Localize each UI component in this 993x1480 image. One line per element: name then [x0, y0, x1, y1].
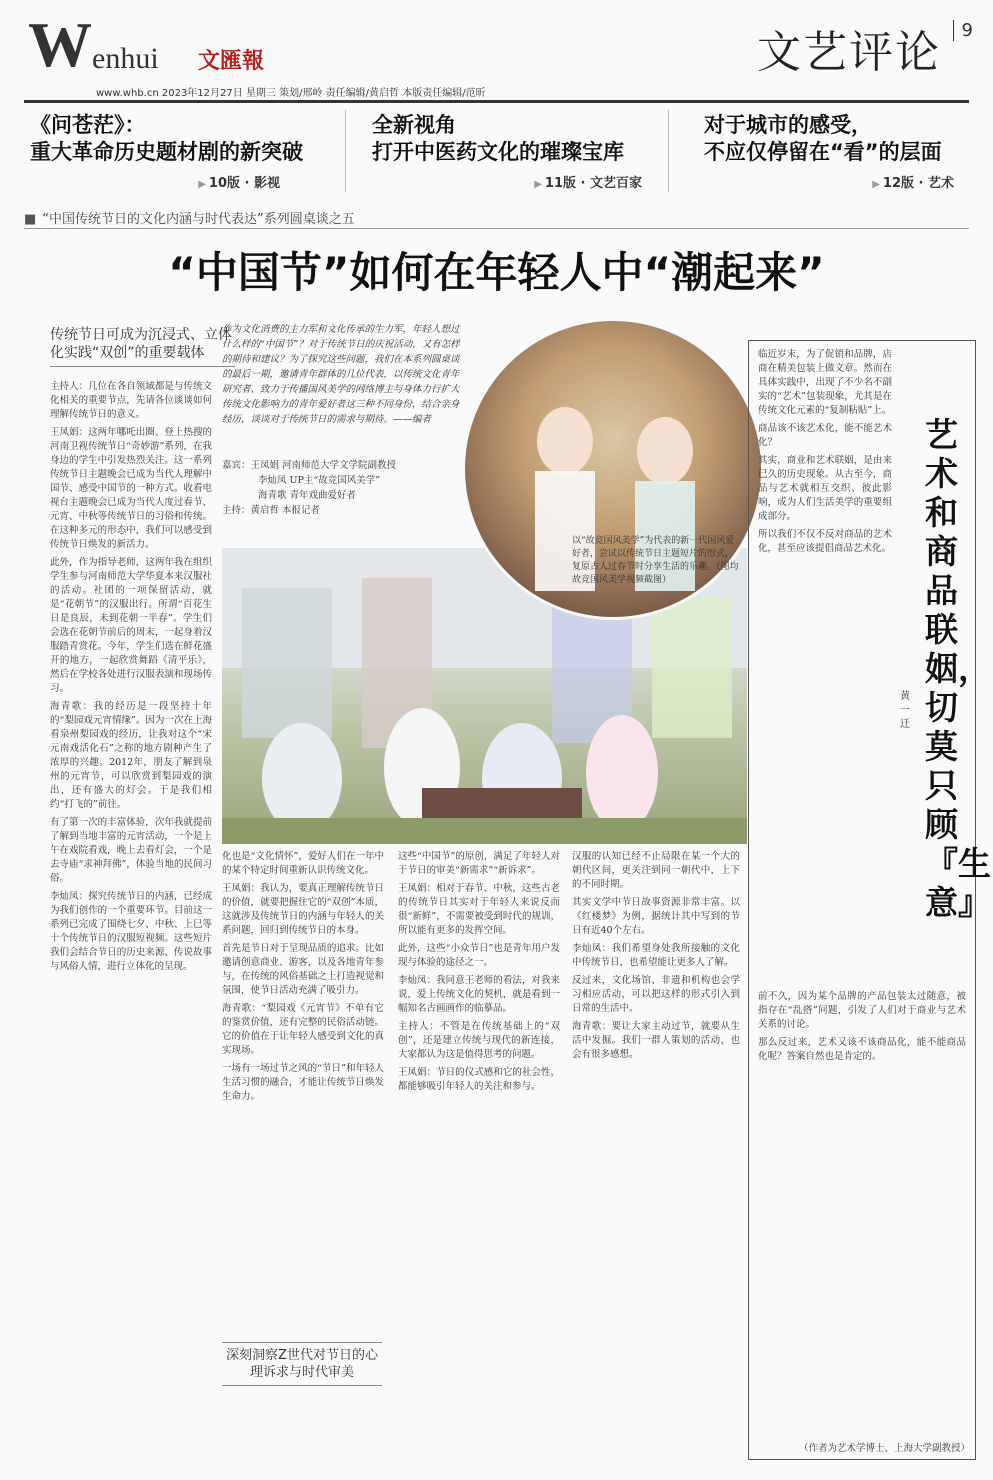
- paragraph: 汉服的认知已经不止局限在某一个大的朝代区间，更关注到同一朝代中，上下的不同时期。: [572, 851, 740, 890]
- guest-line: 李灿凤 UP主“故竞国风美学”: [258, 475, 381, 486]
- paragraph: 此外，这些“小众节日”也是青年用户发现与体验的途径之一。: [398, 943, 560, 968]
- paragraph: 李灿凤：我同意王老师的看法，对我来说，爱上传统文化的契机，就是看到一幅知名古画画作的临摹品。: [398, 975, 560, 1014]
- teaser-page: ▶ 11版 · 文艺百家: [372, 172, 642, 191]
- sidebar-body-lower: [758, 990, 966, 1068]
- paragraph: 前不久，因为某个品牌的产品包装太过随意，被指存在“乱搭”问题，引发了人们对于商业与艺术关系的讨论。: [758, 991, 966, 1030]
- paragraph: 此外，作为指导老师，这两年我在组织学生参与河南师范大学华夏本来汉服社的活动。社团的一项保留活动，就是“花朝节”的汉服出行。所谓“百花生日是良辰，未到花朝一半春”。学生们会选在花朝节前后的周末，一起身着汉服踏青赏花。今年，学生们选在鲜花盛开的地方，一起欣赏舞蹈《清平乐》，然后在学校各处进行汉服表演和现场传习。: [50, 557, 212, 694]
- editor-intro: 作为文化消费的主力军和文化传承的生力军，年轻人想过什么样的“中国节”？对于传统节日的庆祝活动，又有怎样的期待和建议？为了探究这些问题，我们在本系列圆桌谈的最后一期，邀请青年群体的几位代表，以传统文化青年研究者、致力于传播国风美学的网络博主与身体力行扩大传统文化影响力的青年爱好者这三种不同身份，结合亲身经历，谈谈对于传统节日的需求与期待。——编者: [222, 324, 460, 425]
- teaser-divider: [668, 110, 669, 192]
- teaser-title: 对于城市的感受， 不应仅停留在“看”的层面: [704, 113, 942, 164]
- masthead-logo-text: enhui: [92, 42, 159, 75]
- teaser-divider: [345, 110, 346, 192]
- guest-line: 海青歌 青年戏曲爱好者: [258, 490, 357, 501]
- headline: “中国节”如何在年轻人中“潮起来”: [168, 248, 825, 297]
- paragraph: 主持人：不管是在传统基础上的“双创”，还是建立传统与现代的新连接，大家都认为这是值得思考的问题。: [398, 1021, 560, 1060]
- paragraph: 海青歌：要让大家主动过节，就要从生活中发掘。我们一群人策划的活动，也会有很多感想。: [572, 1021, 740, 1060]
- paragraph: 其实文学中节日故事资源非常丰富。以《红楼梦》为例，据统计其中写到的节日有近40个左右。: [572, 897, 740, 936]
- paragraph: 李灿凤：我们希望身处我所接触的文化中传统节日，也希望能让更多人了解。: [572, 943, 740, 968]
- paragraph: 临近岁末，为了促销和品牌，店商在精美包装上做文章。然而在具体实践中，出现了不少名不副实的“艺术”包装现象，尤其是在传统文化元素的“复制粘贴”上。: [758, 349, 892, 416]
- paragraph: 李灿凤：探究传统节日的内涵，已经成为我们创作的一个重要环节。目前这一系列已完成了围绕七夕、中秋、上巳等十个传统节日的汉服短视频。这些短片我们会结合节日的历史来源、传说故事与风俗人情，进行立体化的呈现。: [50, 891, 212, 972]
- sidebar-author-note: （作者为艺术学博士、上海大学副教授）: [798, 1443, 970, 1454]
- paragraph: 主持人：几位在各自领域都是与传统文化相关的重要节点，先请各位谈谈如何理解传统节日的意义。: [50, 381, 212, 420]
- teaser-title: 全新视角 打开中医药文化的璀璨宝库: [372, 113, 624, 164]
- teaser-2[interactable]: [372, 112, 682, 191]
- paragraph: 王凤娟：这两年哪吒出圈、登上热搜的河南卫视传统节日“奇妙游”系列，在我身边的学生中引发热烈关注。这一系列传统节日主题晚会已成为当代人理解中国节、感受中国节的一种方式。收看电视台主题晚会已成为当代人度过春节、元宵、中秋等传统节日的习俗和传统。在这种多元的形态中，我们可以感受到传统节日焕发的新活力。: [50, 427, 212, 550]
- paragraph: 王凤娟：我认为，要真正理解传统节日的价值，就要把握住它的“双创”本质，这就涉及传统节日的内涵与年轻人的关系问题，回归到传统节日的本身。: [222, 883, 384, 936]
- paragraph: 这些“中国节”的原创，满足了年轻人对于节日的审美“新需求”“新诉求”。: [398, 851, 560, 876]
- column-1: [50, 380, 212, 978]
- column-4: [572, 850, 740, 1066]
- paragraph: 海青歌：我的经历是一段坚持十年的“梨园戏元宵情缘”。因为一次在上海看泉州梨园戏的经历，让我对这个“宋元南戏活化石”之称的地方剧种产生了浓厚的兴趣。2012年，朋友了解到泉州的元宵节，可以欣赏到梨园戏的演出，还有盛大的灯会。于是我们相约“打飞的”前往。: [50, 701, 212, 810]
- series-label: ■ “中国传统节日的文化内涵与时代表达”系列圆桌谈之五: [24, 208, 355, 227]
- teaser-title: 《问苍茫》： 重大革命历史题材剧的新突破: [30, 113, 303, 164]
- paragraph: 一场有一场过节之风的“节日”和年轻人生活习惯的融合，才能让传统节日焕发生命力。: [222, 1063, 384, 1102]
- paragraph: 首先是节日对于呈现品质的追求。比如邀请创意商业、游客，以及各地青年参与，在传统的风俗基础之上打造视觉和氛围，使节日活动充满了吸引力。: [222, 943, 384, 996]
- subhead-2: 深刻洞察Z世代对节日的心理诉求与时代审美: [222, 1342, 382, 1386]
- paragraph: 王凤娟：节日的仪式感和它的社会性，都能够吸引年轻人的关注和参与。: [398, 1067, 560, 1092]
- paragraph: 反过来，文化场馆、非遗和机构也会学习相应活动，可以把这样的形式引入到日常的生活中。: [572, 975, 740, 1014]
- dateline: www.whb.cn 2023年12月27日 星期三 策划/邢岭 责任编辑/黄启哲 本版责任编辑/范昕: [96, 88, 486, 99]
- paragraph: 海青歌：“梨园戏《元宵节》不单有它的鉴赏价值，还有完整的民俗活动链。它的价值在于让年轻人感受到文化的真实现场。: [222, 1003, 384, 1056]
- paragraph: 其实，商业和艺术联姻，是由来已久的历史现象。从古至今，商品与艺术就相互交织、彼此影响，成为人们生活美学的重要组成部分。: [758, 455, 892, 522]
- column-2: [222, 850, 384, 1108]
- teaser-page: ▶ 12版 · 艺术: [704, 172, 954, 191]
- paragraph: 有了第一次的丰富体验，次年我就提前了解到当地丰富的元宵活动，一个是上午在戏院看戏，晚上去看灯会，一个是去寺庙“求神拜佛”，体验当地的民间习俗。: [50, 817, 212, 884]
- masthead-logo-chinese: 文匯報: [198, 48, 265, 74]
- series-rule: [24, 228, 969, 229]
- teaser-page: ▶ 10版 · 影视: [30, 172, 280, 191]
- paragraph: 商品该不该艺术化，能不能艺术化？: [758, 423, 892, 448]
- masthead-rule: [24, 100, 969, 103]
- photo-caption: 以“故竞国风美学”为代表的新一代国风爱好者，尝试以传统节日主题短片的形式，复原古人过春节时分享生活的乐趣。（图均故竞国风美学视频截图）: [572, 536, 739, 585]
- teaser-3[interactable]: [704, 112, 974, 191]
- page-number: 9: [953, 20, 973, 41]
- teaser-1[interactable]: [30, 112, 340, 191]
- guest-line: 嘉宾：王凤娟 河南师范大学文学院副教授: [222, 460, 397, 471]
- section-title: 文艺评论: [757, 27, 941, 78]
- guest-list: [222, 458, 468, 518]
- sidebar-title: 艺术和商品联姻，切莫只顾『生意』: [925, 415, 991, 922]
- guest-line: 主持：黄启哲 本报记者: [222, 505, 321, 516]
- subhead-1: 传统节日可成为沉浸式、立体化实践“双创”的重要载体: [50, 326, 235, 367]
- paragraph: 所以我们不仅不反对商品的艺术化，甚至应该提倡商品艺术化。: [758, 529, 892, 554]
- sidebar-author: 黄一迁: [900, 691, 910, 730]
- paragraph: 那么反过来，艺术又该不该商品化，能不能商品化呢？答案自然也是肯定的。: [758, 1037, 966, 1062]
- paragraph: 化也是“文化情怀”，爱好人们在一年中的某个特定时间重新认识传统文化。: [222, 851, 384, 876]
- masthead-logo-initial: W: [28, 9, 88, 80]
- sidebar-body: [758, 348, 892, 560]
- paragraph: 王凤娟：相对于春节、中秋，这些古老的传统节日其实对于年轻人来说反而很“新鲜”，不需要被受到时代的规训，所以能有更多的发挥空间。: [398, 883, 560, 936]
- column-3: [398, 850, 560, 1098]
